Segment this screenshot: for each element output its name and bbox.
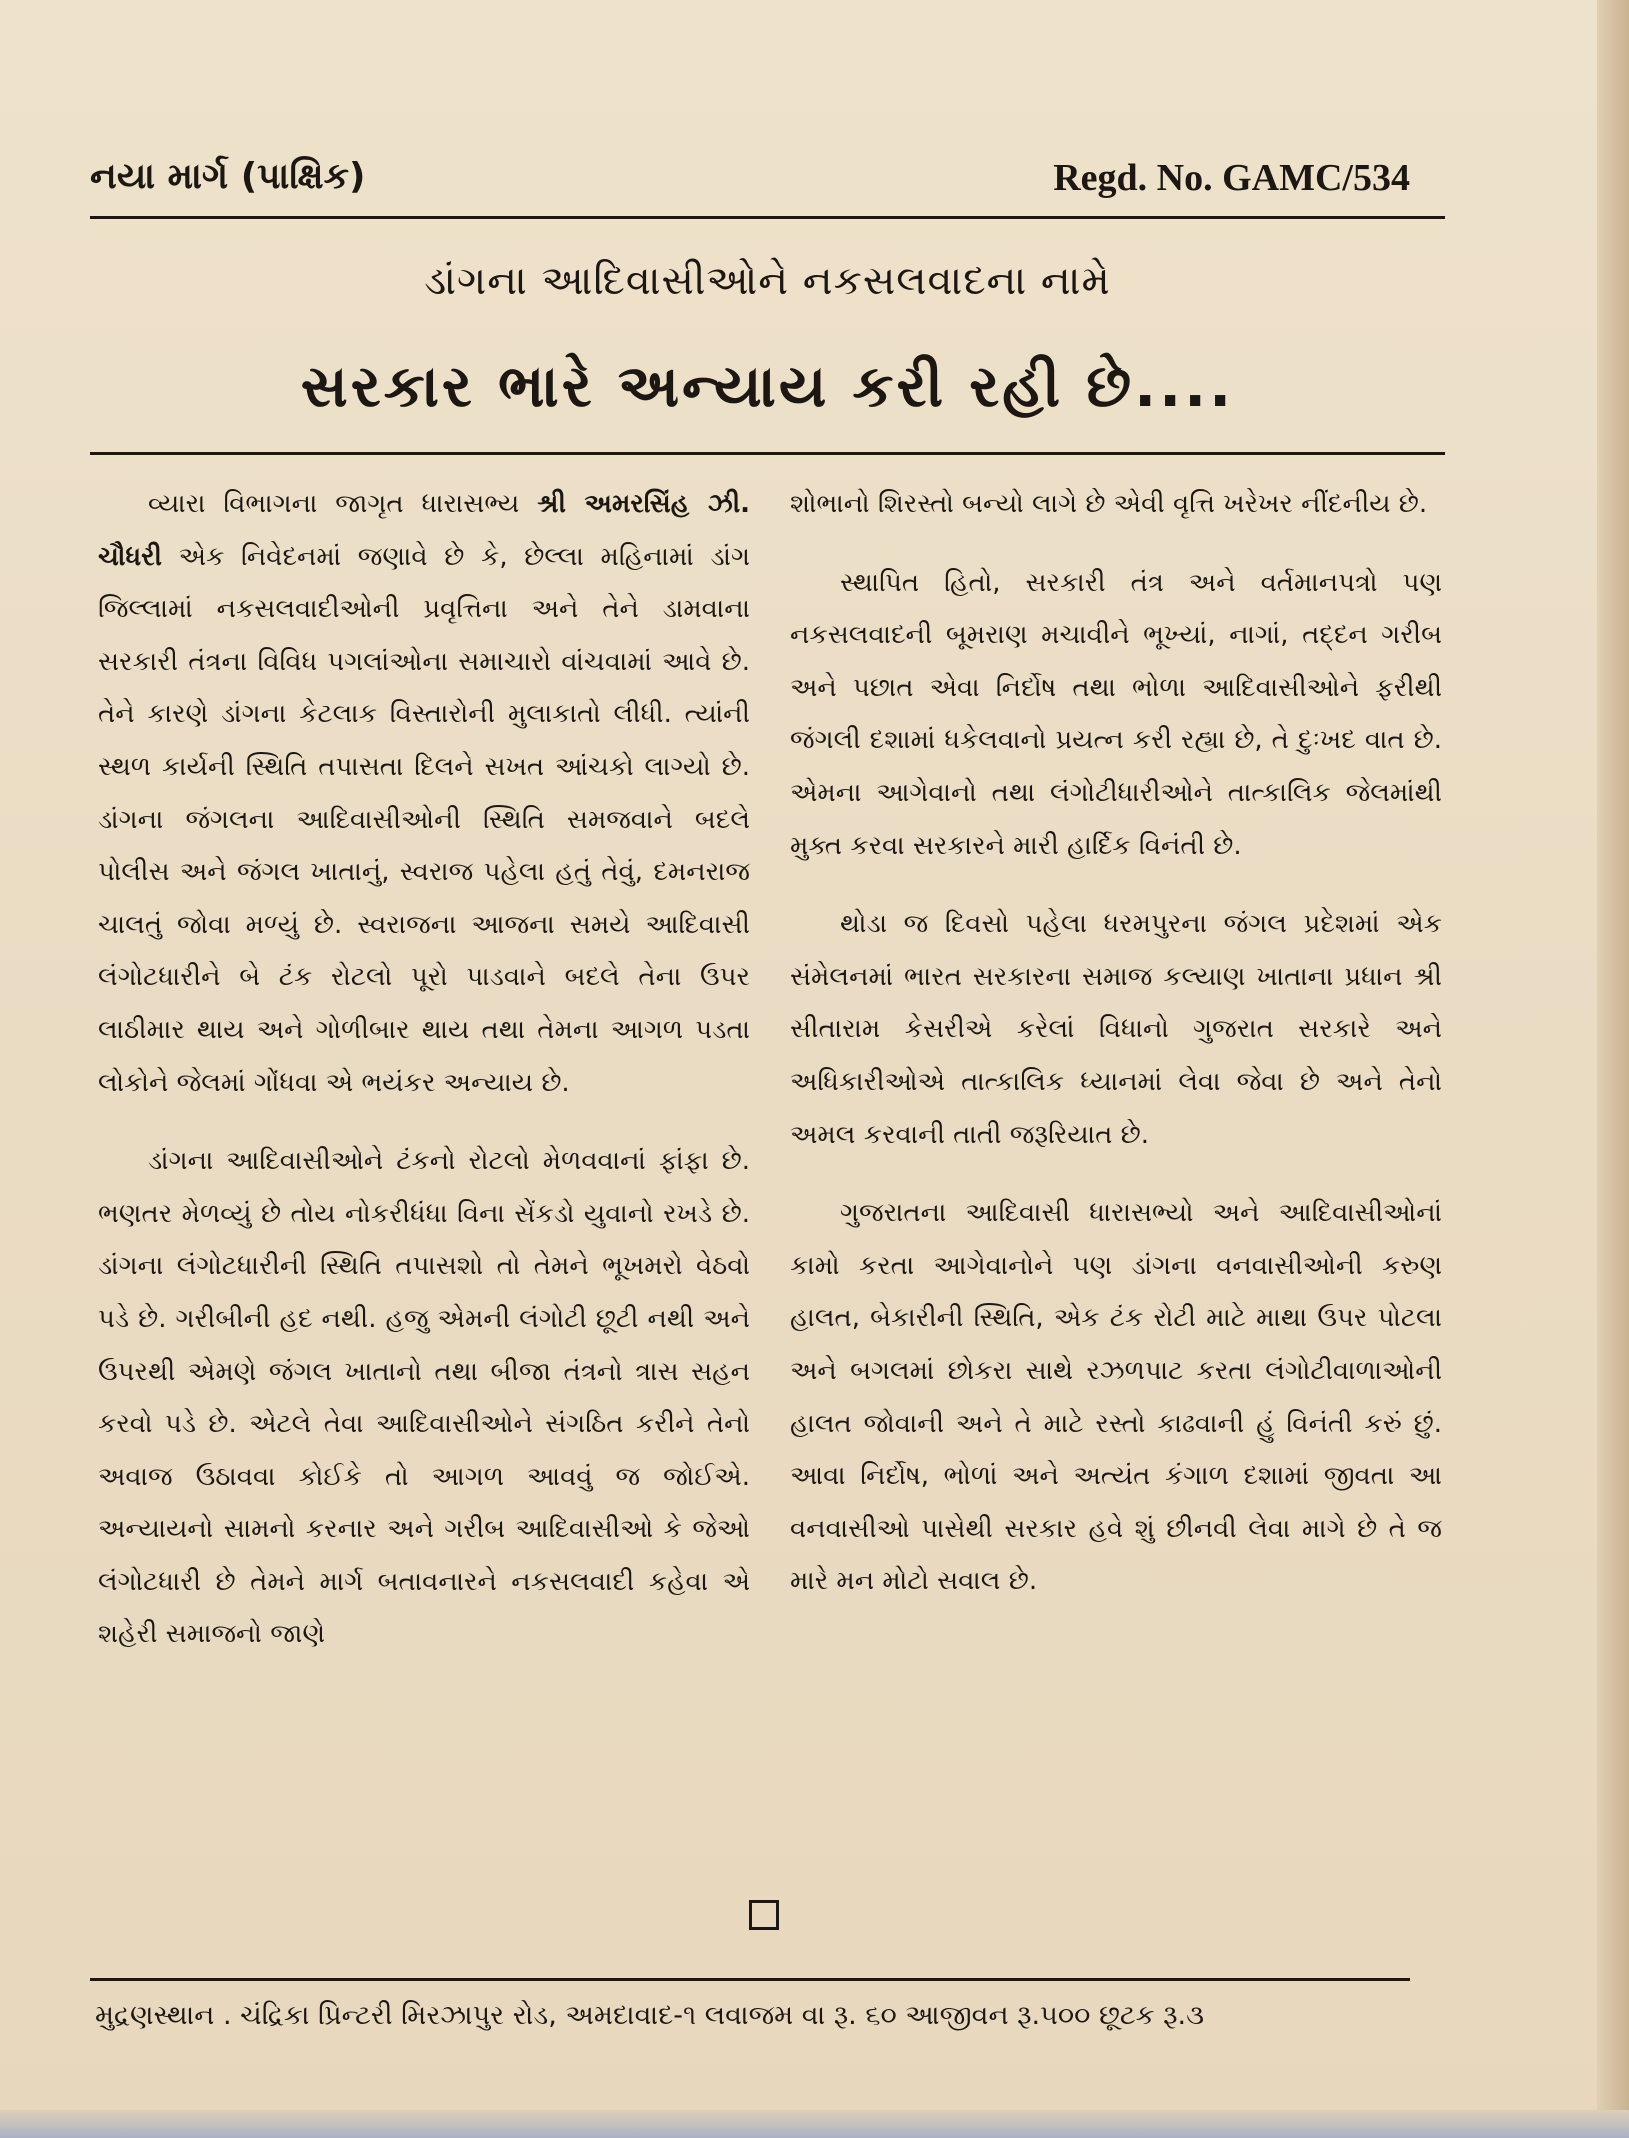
headline-kicker: ડાંગના આદિવાસીઓને નકસલવાદના નામે — [424, 258, 1111, 304]
masthead-rule — [90, 216, 1445, 219]
article-paragraph: ડાંગના આદિવાસીઓને ટંકનો રોટલો મેળવવાનાં ફાંફા છે. ભણતર મેળવ્યું છે તોય નોકરીધંધા વિના સેંકડો યુવાનો રખડે છે. ડાંગના લંગોટધારીની સ્થિતિ તપાસશો તો તેમને ભૂખમરો વેઠવો પડે છે. ગરીબીની હદ નથી. હજુ એમની લંગોટી છૂટી નથી અને ઉપરથી એમણે જંગલ ખાતાનો તથા બીજા તંત્રનો ત્રાસ સહન કરવો પડે છે. એટલે તેવા આદિવાસીઓને સંગઠિત કરીને તેનો અવાજ ઉઠાવવા કોઈકે તો આગળ આવવું જ જોઈએ. અન્યાયનો સામનો કરનાર અને ગરીબ આદિવાસીઓ કે જેઓ લંગોટધારી છે તેમને માર્ગ બતાવનારને નકસલવાદી કહેવા એ શહેરી સમાજનો જાણે — [98, 1146, 750, 1650]
article-paragraph-continued: શોભાનો શિરસ્તો બન્યો લાગે છે એવી વૃત્તિ ખરેખર નીંદનીય છે. — [790, 489, 1428, 519]
footer-rule — [90, 1978, 1410, 1981]
article-paragraph: થોડા જ દિવસો પહેલા ધરમપુરના જંગલ પ્રદેશમાં એક સંમેલનમાં ભારત સરકારના સમાજ કલ્યાણ ખાતાના પ્રધાન શ્રી સીતારામ કેસરીએ કરેલાં વિધાનો ગુજરાત સરકારે અને અધિકારીઓએ તાત્કાલિક ધ્યાનમાં લેવા જેવા છે અને તેનો અમલ કરવાની તાતી જરૂરિયાત છે. — [790, 909, 1442, 1150]
printer-footer: મુદ્રણસ્થાન . ચંદ્રિકા પ્રિન્ટરી મિરઝાપુર રોડ, અમદાવાદ-૧ લવાજમ વા રૂ. ૬૦ આજીવન રૂ.૫૦૦ છૂટક રૂ.૩ — [95, 2000, 1205, 2031]
headline-main: સરકાર ભારે અન્યાય કરી રહી છે.... — [300, 352, 1235, 420]
paper-edge-bottom — [0, 2110, 1629, 2138]
registration-number: Regd. No. GAMC/534 — [1053, 157, 1410, 199]
paragraph-text: એક નિવેદનમાં જણાવે છે કે, છેલ્લા મહિનામાં ડાંગ જિલ્લામાં નકસલવાદીઓની પ્રવૃત્તિના અને તેને ડામવાના સરકારી તંત્રના વિવિધ પગલાંઓના સમાચારો વાંચવામાં આવે છે. તેને કારણે ડાંગના કેટલાક વિસ્તારોની મુલાકાતો લીધી. ત્યાંની સ્થળ કાર્યની સ્થિતિ તપાસતા દિલને સખત આંચકો લાગ્યો છે. ડાંગના જંગલના આદિવાસીઓની સ્થિતિ સમજવાને બદલે પોલીસ અને જંગલ ખાતાનું, સ્વરાજ પહેલા હતું તેવું, દમનરાજ ચાલતું જોવા મળ્યું છે. સ્વરાજના આજના સમયે આદિવાસી લંગોટધારીને બે ટંક રોટલો પૂરો પાડવાને બદલે તેના ઉપર લાઠીમાર થાય અને ગોળીબાર થાય તથા તેમના આગળ પડતા લોકોને જેલમાં ગોંધવા એ ભયંકર અન્યાય છે. — [98, 541, 750, 1098]
article-paragraph: ગુજરાતના આદિવાસી ધારાસભ્યો અને આદિવાસીઓનાં કામો કરતા આગેવાનોને પણ ડાંગના વનવાસીઓની કરુણ હાલત, બેકારીની સ્થિતિ, એક ટંક રોટી માટે માથા ઉપર પોટલા અને બગલમાં છોકરા સાથે રઝળપાટ કરતા લંગોટીવાળાઓની હાલત જોવાની અને તે માટે રસ્તો કાઢવાની હું વિનંતી કરું છું. આવા નિર્દોષ, ભોળાં અને અત્યંત કંગાળ દશામાં જીવતા આ વનવાસીઓ પાસેથી સરકાર હવે શું છીનવી લેવા માગે છે તે જ મારે મન મોટો સવાલ છે. — [790, 1198, 1442, 1597]
article-end-mark-icon — [749, 1900, 779, 1930]
article-paragraph: સ્થાપિત હિતો, સરકારી તંત્ર અને વર્તમાનપત્રો પણ નકસલવાદની બૂમરાણ મચાવીને ભૂખ્યાં, નાગાં, તદ્દન ગરીબ અને પછાત એવા નિર્દોષ તથા ભોળા આદિવાસીઓને ફરીથી જંગલી દશામાં ધકેલવાનો પ્રયત્ન કરી રહ્યા છે, તે દુઃખદ વાત છે. એમના આગેવાનો તથા લંગોટીધારીઓને તાત્કાલિક જેલમાંથી મુક્ત કરવા સરકારને મારી હાર્દિક વિનંતી છે. — [790, 567, 1442, 861]
headline-rule — [90, 452, 1445, 455]
article-paragraph — [98, 478, 750, 1109]
article-column-right — [790, 478, 1442, 1634]
article-column-left — [98, 478, 750, 1687]
paper-edge-right — [1597, 0, 1629, 2138]
masthead — [90, 150, 1410, 210]
paragraph-lead: વ્યારા વિભાગના જાગૃત ધારાસભ્ય — [148, 489, 520, 519]
mla-name: શ્રી અમરસિંહ ઝી. ચૌધરી — [98, 489, 751, 572]
publication-title: નયા માર્ગ (પાક્ષિક) — [90, 156, 366, 197]
